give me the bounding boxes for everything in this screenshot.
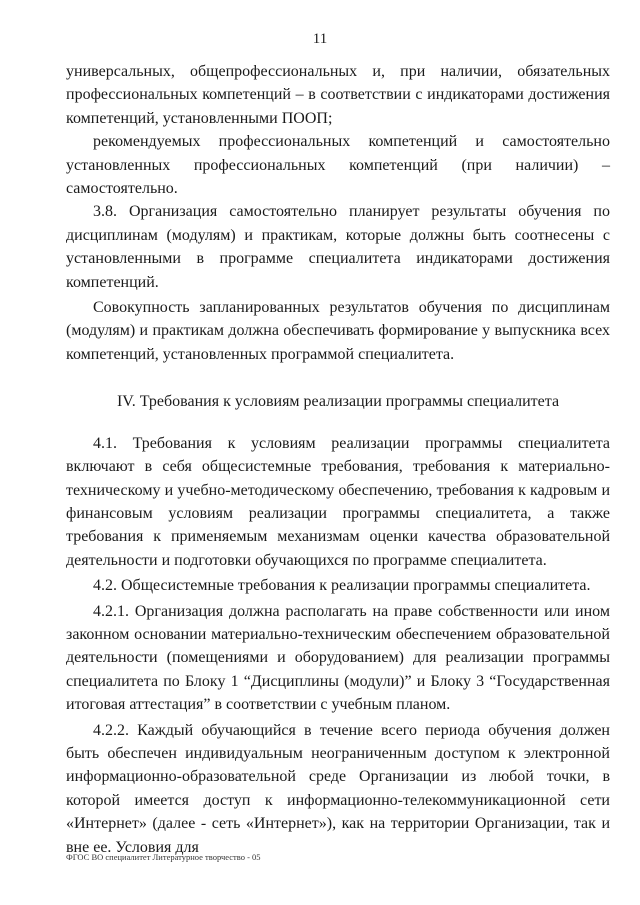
paragraph-recommended-competencies: рекомендуемых профессиональных компетенций и самостоятельно установленных профессиональных компетенций (при наличии) – самостоятельно. — [66, 133, 610, 198]
paragraph-4-1: 4.1. Требования к условиям реализации программы специалитета включают в себя общесистемные требования, требования к материально-техническому и учебно-методическому обеспечению, требования к кадровым и финансовым условиям реализации программы специалитета, а также требования к применяемым механизмам оценки качества образовательной деятельности и подготовки обучающихся по программе специалитета. — [66, 434, 610, 569]
paragraph-3-8: 3.8. Организация самостоятельно планирует результаты обучения по дисциплинам (модулям) и практикам, которые должны быть соотнесены с установленными в программе специалитета индикаторами достижения компетенций. — [66, 203, 610, 291]
paragraph-4-2: 4.2. Общесистемные требования к реализации программы специалитета. — [93, 577, 591, 595]
document-body — [66, 60, 610, 859]
paragraph-4-2-1: 4.2.1. Организация должна располагать на праве собственности или ином законном основании материально-техническим обеспечением образовательной деятельности (помещениями и оборудованием) для реализации программы специалитета по Блоку 1 “Дисциплины (модули)” и Блоку 3 “Государственная итоговая аттестация” в соответствии с учебным планом. — [66, 602, 610, 714]
paragraph-4-2-2: 4.2.2. Каждый обучающийся в течение всего периода обучения должен быть обеспечен индивидуальным неограниченным доступом к электронной информационно-образовательной среде Организации из любой точки, в которой имеется доступ к информационно-телекоммуникационной сети «Интернет» (далее - сеть «Интернет»), как на территории Организации, так и вне ее. Условия для — [66, 721, 610, 856]
page-number: 11 — [312, 31, 328, 47]
paragraph-learning-outcomes: Совокупность запланированных результатов обучения по дисциплинам (модулям) и практикам должна обеспечивать формирование у выпускника всех компетенций, установленных программой специалитета. — [66, 299, 610, 363]
paragraph-universal-competencies: универсальных, общепрофессиональных и, при наличии, обязательных профессиональных компетенций – в соответствии с индикаторами достижения компетенций, установленными ПООП; — [66, 63, 610, 127]
section-title: IV. Требования к условиям реализации программы специалитета — [116, 393, 560, 411]
page-footer: ФГОС ВО специалитет Литературное творчество - 05 — [66, 852, 261, 862]
